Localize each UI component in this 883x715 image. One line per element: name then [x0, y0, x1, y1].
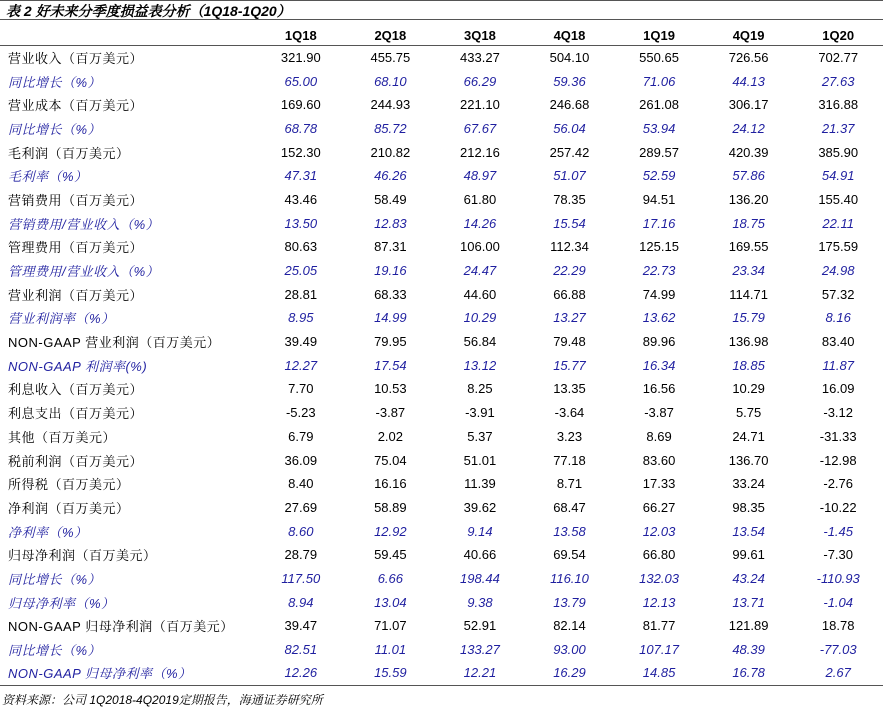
table-row: [0, 93, 883, 117]
header-row: [0, 25, 883, 46]
table-cell: 75.04: [374, 452, 407, 468]
row-label: 营业成本（百万美元）: [8, 98, 144, 114]
row-label: NON-GAAP 营业利润（百万美元）: [8, 335, 221, 351]
table-cell: 48.97: [463, 168, 497, 184]
table-cell: 11.01: [374, 642, 407, 658]
table-cell: 13.50: [284, 215, 318, 231]
table-cell: 21.37: [821, 120, 855, 136]
row-label: NON-GAAP 归母净利润（百万美元）: [8, 619, 234, 635]
table-cell: 6.79: [288, 428, 314, 444]
table-row: [0, 567, 883, 591]
row-label: 其他（百万美元）: [8, 429, 117, 445]
table-cell: 107.17: [639, 642, 679, 658]
table-cell: -5.23: [285, 405, 316, 421]
table-cell: 125.15: [639, 239, 679, 255]
table-cell: 14.85: [614, 661, 704, 685]
table-cell: 56.04: [553, 120, 586, 136]
table-cell: 15.54: [553, 215, 586, 231]
table-cell: 23.34: [732, 263, 765, 279]
table-cell: -31.33: [819, 428, 857, 444]
table-cell: 5.75: [735, 405, 762, 421]
table-cell: 289.57: [639, 144, 679, 160]
table-cell: 66.80: [642, 547, 676, 563]
table-cell: 136.20: [728, 191, 769, 207]
table-cell: 19.16: [374, 263, 407, 279]
table-cell: 59.36: [553, 73, 586, 89]
table-row: [0, 164, 883, 188]
table-cell: 57.32: [821, 286, 855, 302]
table-cell: 22.11: [822, 215, 854, 231]
table-row: [0, 661, 883, 685]
table-cell: 79.48: [553, 334, 586, 350]
table-cell: 27.69: [284, 499, 318, 515]
table-cell: 10.29: [463, 310, 497, 326]
table-cell: 433.27: [460, 50, 500, 66]
table-cell: 93.00: [553, 642, 586, 658]
table-cell: 15.59: [346, 661, 436, 685]
table-cell: 68.33: [374, 286, 407, 302]
table-row: [0, 259, 883, 283]
table-cell: 18.78: [821, 618, 855, 634]
income-statement-table: [0, 25, 883, 686]
table-row: [0, 235, 883, 259]
table-cell: 8.16: [825, 310, 851, 326]
table-cell: 16.29: [525, 661, 615, 685]
table-cell: 3.23: [556, 428, 583, 444]
table-cell: 261.08: [639, 97, 679, 113]
row-label: 毛利率（%）: [8, 169, 88, 185]
table-cell: -10.22: [819, 499, 857, 515]
row-label: 营销费用/营业收入（%）: [8, 216, 160, 232]
table-cell: 16.09: [821, 381, 855, 397]
table-cell: 2.02: [377, 428, 404, 444]
table-cell: 81.77: [642, 618, 676, 634]
table-cell: 8.60: [288, 523, 314, 539]
table-cell: 198.44: [460, 570, 500, 586]
table-row: [0, 496, 883, 520]
table-cell: -3.64: [554, 405, 585, 421]
table-row: [0, 519, 883, 543]
table-cell: 85.72: [374, 120, 407, 136]
table-cell: 8.25: [467, 381, 493, 397]
table-cell: 12.26: [256, 661, 346, 685]
row-label: NON-GAAP 归母净利率（%）: [0, 661, 256, 685]
table-title: 表 2 好未来分季度损益表分析（1Q18-1Q20）: [0, 0, 883, 20]
table-cell: 169.55: [728, 239, 769, 255]
table-row: [0, 590, 883, 614]
table-cell: 12.92: [374, 523, 407, 539]
table-cell: 33.24: [732, 476, 765, 492]
table-cell: 24.98: [821, 263, 855, 279]
table-cell: 420.39: [728, 144, 769, 160]
table-cell: 12.21: [435, 661, 525, 685]
table-row: [0, 211, 883, 235]
table-cell: 12.13: [642, 594, 676, 610]
column-header: 4Q18: [525, 25, 615, 46]
table-cell: 385.90: [818, 144, 859, 160]
table-cell: 116.10: [550, 570, 589, 586]
row-label: 营业利润率（%）: [8, 311, 115, 327]
table-cell: 16.56: [642, 381, 676, 397]
source-note: 资料来源：公司 1Q2018-4Q2019定期报告，海通证券研究所: [2, 693, 323, 707]
table-cell: 13.58: [553, 523, 586, 539]
row-label: 归母净利率（%）: [8, 595, 115, 611]
table-cell: 11.39: [464, 476, 496, 492]
table-cell: 726.56: [728, 50, 769, 66]
row-label: 利息收入（百万美元）: [8, 382, 144, 398]
table-cell: 246.68: [549, 97, 590, 113]
table-cell: 80.63: [284, 239, 318, 255]
table-cell: 22.73: [642, 263, 676, 279]
table-cell: 117.50: [281, 570, 321, 586]
table-cell: 82.51: [284, 642, 318, 658]
table-cell: 18.85: [732, 357, 765, 373]
table-cell: 210.82: [370, 144, 411, 160]
table-cell: 51.01: [463, 452, 497, 468]
table-cell: 71.06: [642, 73, 676, 89]
table-cell: -3.87: [375, 405, 406, 421]
table-row: [0, 425, 883, 449]
table-cell: 43.24: [732, 570, 765, 586]
table-cell: 78.35: [553, 191, 586, 207]
header-label-cell: [0, 25, 256, 46]
table-cell: 14.26: [463, 215, 497, 231]
table-cell: 455.75: [370, 50, 411, 66]
table-cell: 39.49: [284, 334, 318, 350]
table-cell: -1.45: [823, 523, 854, 539]
table-cell: 59.45: [374, 547, 407, 563]
table-cell: 15.77: [553, 357, 586, 373]
table-row: [0, 614, 883, 638]
table-cell: 24.71: [732, 428, 765, 444]
table-cell: 40.66: [463, 547, 497, 563]
column-header: 2Q18: [346, 25, 436, 46]
table-cell: 169.60: [280, 97, 321, 113]
row-label: 归母净利润（百万美元）: [8, 548, 157, 564]
table-cell: 56.84: [463, 334, 497, 350]
table-cell: 16.34: [642, 357, 676, 373]
table-row: [0, 353, 883, 377]
table-cell: 87.31: [374, 239, 407, 255]
table-cell: 68.78: [284, 120, 318, 136]
table-row: [0, 282, 883, 306]
table-cell: 504.10: [549, 50, 590, 66]
table-cell: 71.07: [374, 618, 407, 634]
table-cell: 54.91: [821, 168, 855, 184]
table-cell: 27.63: [821, 73, 855, 89]
table-cell: 8.40: [288, 476, 314, 492]
table-cell: 15.79: [732, 310, 765, 326]
table-cell: 16.16: [374, 476, 407, 492]
table-cell: -7.30: [823, 547, 854, 563]
row-label: 净利率（%）: [8, 524, 88, 540]
table-cell: 98.35: [732, 499, 765, 515]
table-cell: 79.95: [374, 334, 407, 350]
table-cell: 47.31: [284, 168, 318, 184]
table-row: [0, 401, 883, 425]
table-cell: 28.79: [284, 547, 318, 563]
table-cell: 13.71: [732, 594, 765, 610]
table-header: [0, 25, 883, 46]
table-row: [0, 188, 883, 212]
table-cell: 25.05: [284, 263, 318, 279]
table-cell: 44.60: [463, 286, 497, 302]
table-cell: 244.93: [370, 97, 411, 113]
row-label: 同比增长（%）: [8, 74, 102, 90]
table-cell: -3.12: [823, 405, 854, 421]
table-cell: 212.16: [460, 144, 500, 160]
row-label: 净利润（百万美元）: [8, 500, 130, 516]
table-cell: 7.70: [288, 381, 314, 397]
table-cell: 106.00: [460, 239, 500, 255]
row-label: 同比增长（%）: [8, 643, 102, 659]
table-cell: 66.88: [553, 286, 586, 302]
table-cell: 221.10: [460, 97, 500, 113]
table-cell: 66.29: [463, 73, 497, 89]
table-cell: 133.27: [460, 642, 500, 658]
column-header: 1Q18: [256, 25, 346, 46]
table-cell: 8.69: [646, 428, 672, 444]
table-cell: 24.47: [463, 263, 497, 279]
table-cell: 17.54: [374, 357, 407, 373]
table-row: [0, 330, 883, 354]
table-cell: 89.96: [642, 334, 676, 350]
table-cell: 82.14: [553, 618, 586, 634]
table-cell: 65.00: [284, 73, 318, 89]
table-row: [0, 117, 883, 141]
table-cell: -1.04: [823, 594, 854, 610]
table-row: [0, 69, 883, 93]
table-row: [0, 472, 883, 496]
table-row: [0, 638, 883, 662]
table-cell: 12.27: [284, 357, 318, 373]
table-cell: 550.65: [639, 50, 679, 66]
table-cell: 36.09: [284, 452, 318, 468]
table-cell: 51.07: [553, 168, 586, 184]
row-label: 税前利润（百万美元）: [8, 453, 144, 469]
table-cell: 155.40: [818, 191, 859, 207]
table-cell: 58.89: [374, 499, 407, 515]
table-cell: 175.59: [818, 239, 859, 255]
table-cell: 132.03: [639, 570, 679, 586]
table-cell: 44.13: [732, 73, 765, 89]
table-cell: 83.40: [821, 334, 855, 350]
table-cell: 10.29: [732, 381, 765, 397]
table-cell: 10.53: [374, 381, 407, 397]
table-cell: 24.12: [732, 120, 765, 136]
table-cell: -2.76: [823, 476, 854, 492]
table-cell: 13.62: [642, 310, 676, 326]
column-header: 4Q19: [704, 25, 794, 46]
table-cell: 53.94: [642, 120, 676, 136]
table-cell: 321.90: [280, 50, 321, 66]
table-cell: 13.12: [463, 357, 497, 373]
table-cell: 43.46: [284, 191, 318, 207]
table-cell: 22.29: [553, 263, 586, 279]
table-cell: 61.80: [463, 191, 497, 207]
table-cell: 702.77: [818, 50, 859, 66]
table-cell: 83.60: [642, 452, 676, 468]
table-cell: 99.61: [732, 547, 765, 563]
table-cell: -3.91: [465, 405, 495, 421]
table-body: [0, 46, 883, 686]
table-cell: 58.49: [374, 191, 407, 207]
table-cell: 67.67: [463, 120, 497, 136]
table-cell: 14.99: [374, 310, 407, 326]
table-cell: 152.30: [280, 144, 321, 160]
table-cell: 8.94: [288, 594, 314, 610]
column-header: 3Q18: [435, 25, 525, 46]
column-header: 1Q19: [614, 25, 704, 46]
table-cell: 39.47: [284, 618, 318, 634]
row-label: 所得税（百万美元）: [8, 477, 130, 493]
table-cell: 17.16: [642, 215, 676, 231]
table-row: [0, 448, 883, 472]
table-row: [0, 46, 883, 70]
row-label: 管理费用（百万美元）: [8, 240, 144, 256]
table-cell: 74.99: [642, 286, 676, 302]
table-cell: 68.47: [553, 499, 586, 515]
table-cell: 9.14: [467, 523, 493, 539]
table-cell: 46.26: [374, 168, 407, 184]
table-cell: 12.03: [642, 523, 676, 539]
table-cell: 136.70: [728, 452, 769, 468]
table-cell: 68.10: [374, 73, 407, 89]
row-label: 利息支出（百万美元）: [8, 406, 144, 422]
table-cell: 2.67: [793, 661, 883, 685]
table-cell: 257.42: [549, 144, 590, 160]
table-cell: -110.93: [816, 570, 860, 586]
table-cell: 48.39: [732, 642, 765, 658]
table-cell: 66.27: [642, 499, 676, 515]
table-cell: 306.17: [728, 97, 769, 113]
column-header: 1Q20: [793, 25, 883, 46]
table-cell: 77.18: [553, 452, 586, 468]
table-cell: 52.59: [642, 168, 676, 184]
table-cell: 57.86: [732, 168, 765, 184]
row-label: 管理费用/营业收入（%）: [8, 264, 160, 280]
table-cell: -77.03: [819, 642, 857, 658]
table-cell: 112.34: [550, 239, 589, 255]
row-label: NON-GAAP 利润率(%): [8, 358, 148, 374]
table-cell: 52.91: [463, 618, 497, 634]
table-cell: 39.62: [463, 499, 497, 515]
table-cell: 13.27: [553, 310, 586, 326]
table-cell: 13.35: [553, 381, 586, 397]
table-cell: 94.51: [642, 191, 676, 207]
table-row: [0, 543, 883, 567]
table-cell: 5.37: [467, 428, 493, 444]
table-cell: 13.79: [553, 594, 586, 610]
table-cell: 17.33: [642, 476, 676, 492]
table-cell: 13.54: [732, 523, 765, 539]
row-label: 毛利润（百万美元）: [8, 145, 130, 161]
row-label: 营业收入（百万美元）: [8, 51, 144, 67]
table-cell: 16.78: [704, 661, 794, 685]
row-label: 营业利润（百万美元）: [8, 287, 144, 303]
table-cell: 18.75: [732, 215, 765, 231]
table-row: [0, 377, 883, 401]
table-cell: -3.87: [644, 405, 674, 421]
table-cell: 6.66: [377, 570, 404, 586]
table-cell: 28.81: [284, 286, 318, 302]
table-cell: 13.04: [374, 594, 407, 610]
table-row: [0, 306, 883, 330]
table-cell: 114.71: [729, 286, 768, 302]
table-cell: 12.83: [374, 215, 407, 231]
table-cell: 136.98: [728, 334, 769, 350]
table-row: [0, 140, 883, 164]
table-cell: 8.95: [288, 310, 314, 326]
table-cell: 121.89: [728, 618, 769, 634]
table-cell: 69.54: [553, 547, 586, 563]
table-cell: 8.71: [556, 476, 583, 492]
row-label: 同比增长（%）: [8, 571, 102, 587]
table-cell: 11.87: [822, 357, 854, 373]
table-cell: -12.98: [819, 452, 857, 468]
table-cell: 9.38: [467, 594, 493, 610]
row-label: 同比增长（%）: [8, 121, 102, 137]
row-label: 营销费用（百万美元）: [8, 192, 144, 208]
table-cell: 316.88: [818, 97, 859, 113]
